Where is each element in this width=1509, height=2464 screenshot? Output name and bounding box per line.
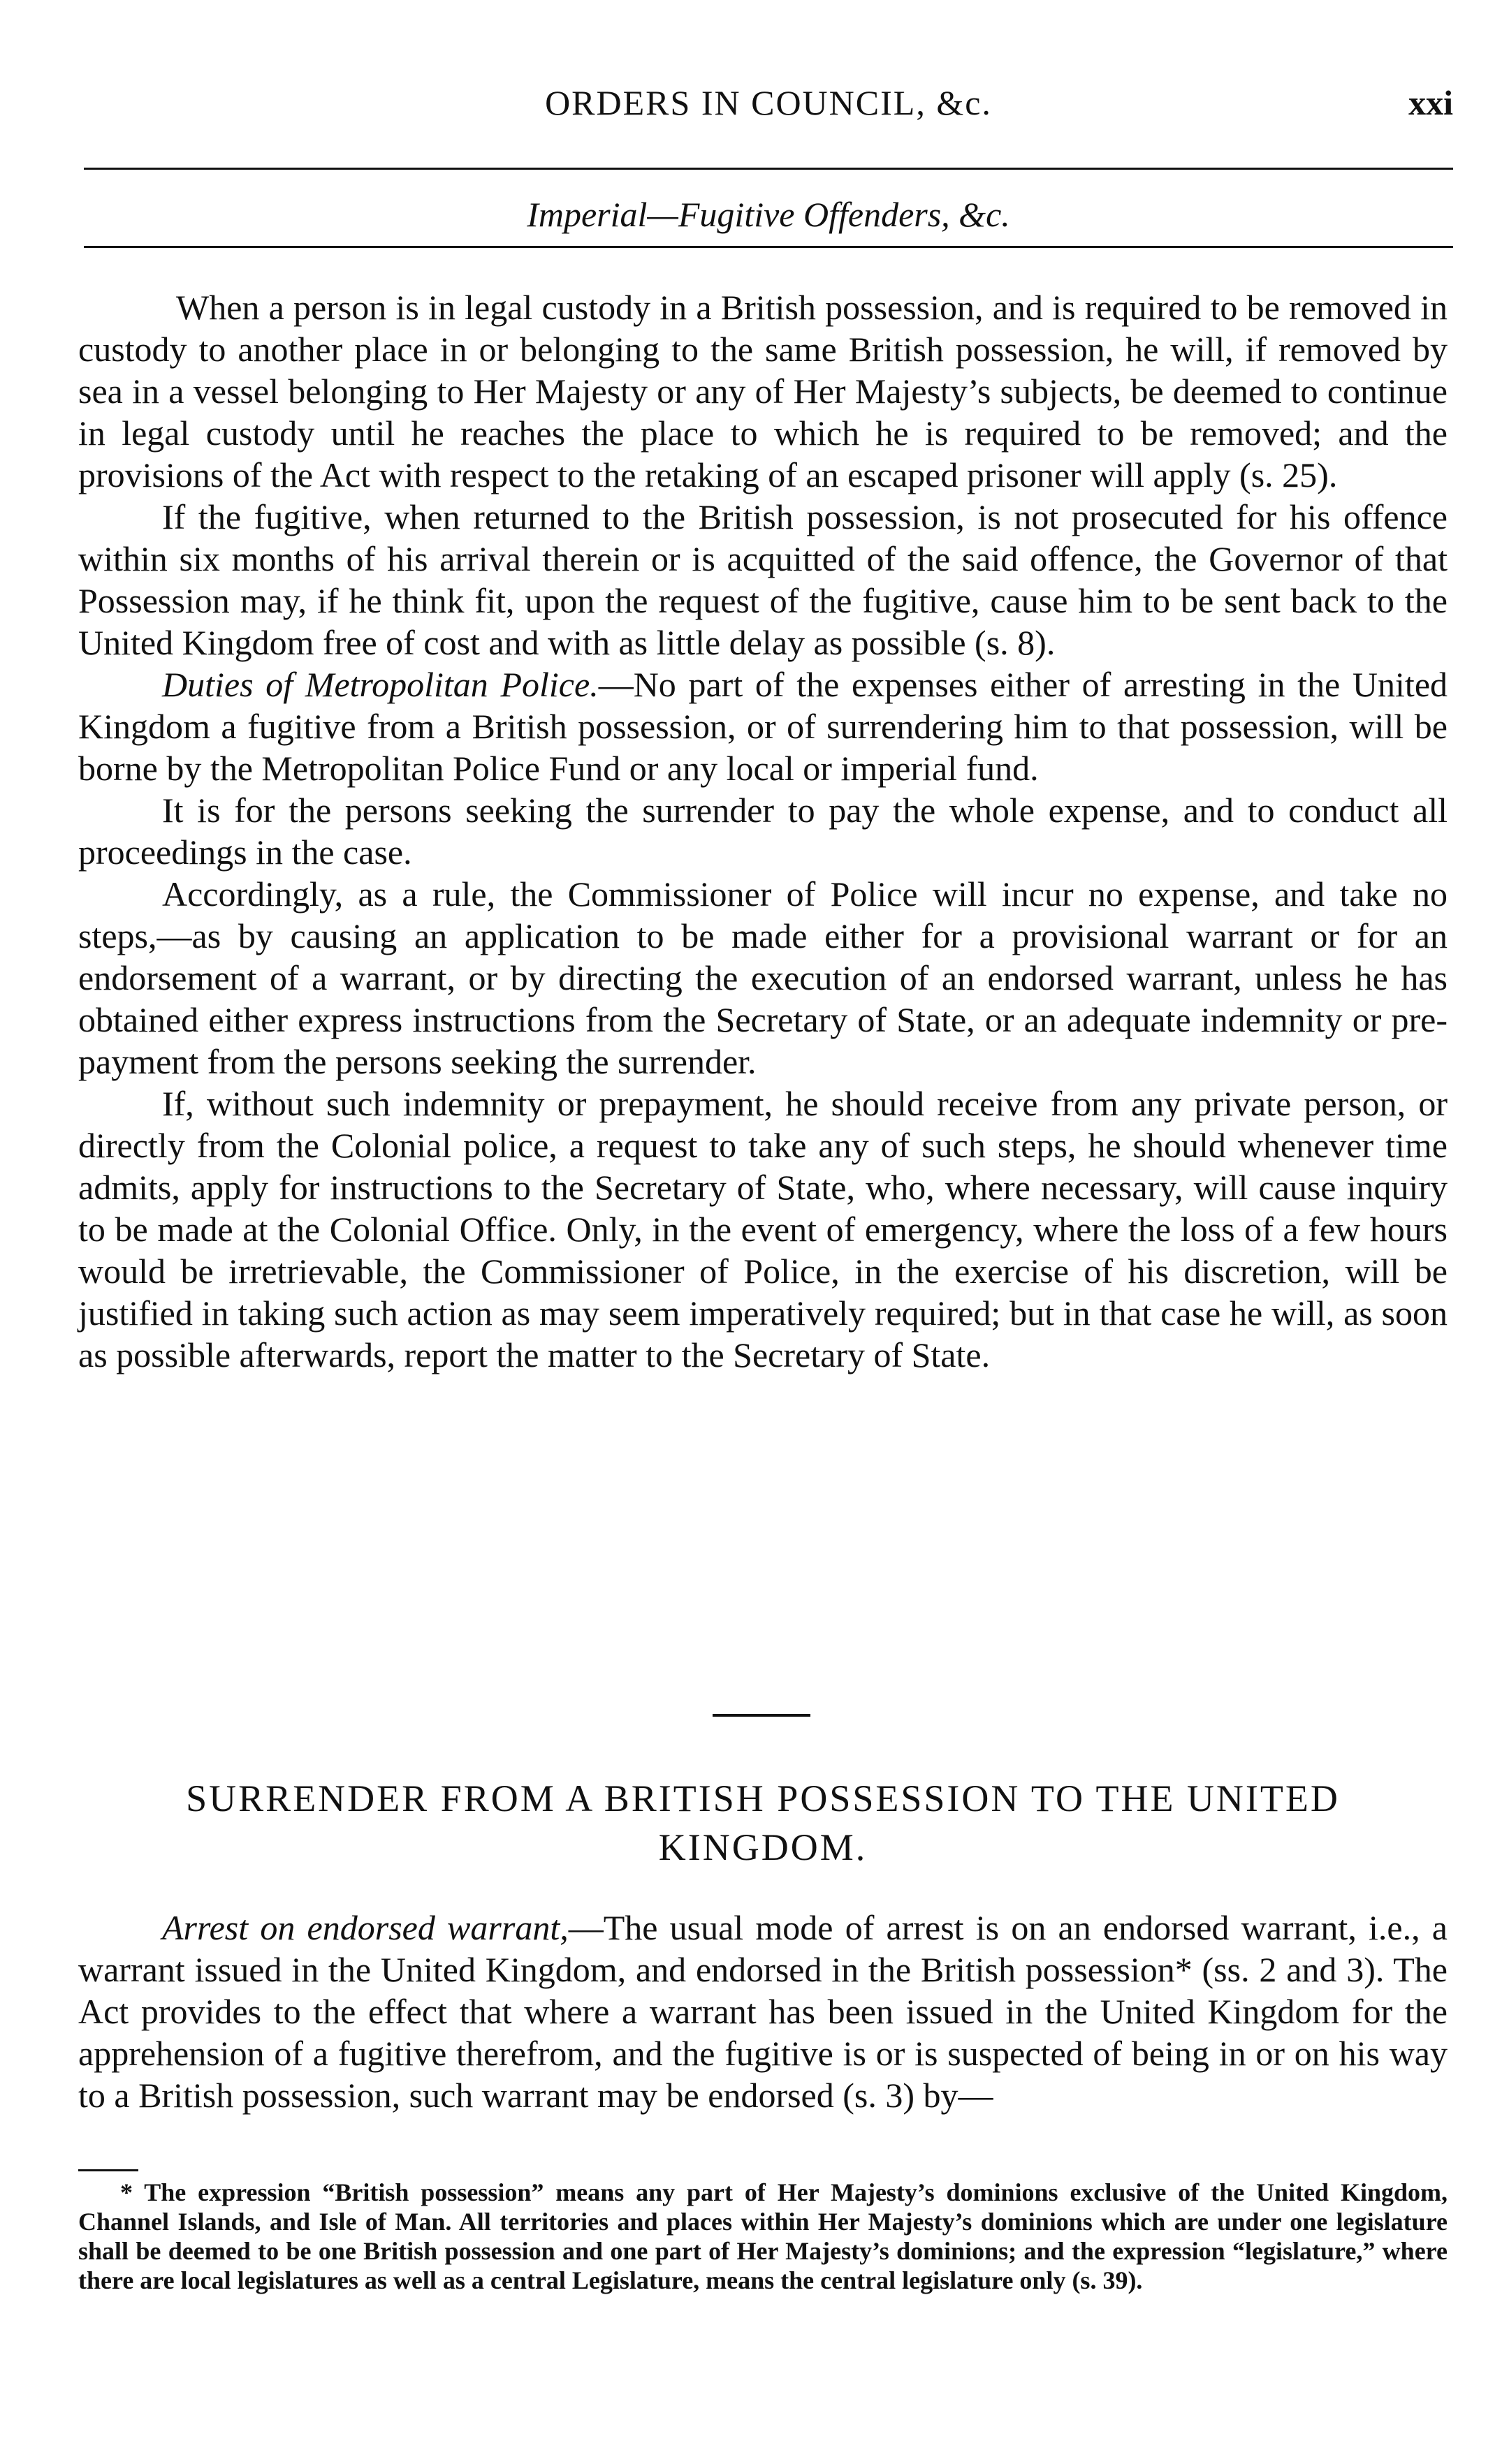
section-title: SURRENDER FROM A BRITISH POSSESSION TO THE UNITED KINGDOM. [186, 1777, 1340, 1868]
paragraph-text: —The usual mode of arrest is on an endorsed warrant, i.e., a warrant issued in the United Kingdom, and endorsed in the British possession* (ss. 2 and 3). The Act provides to the effect that where a warrant has been issued in the United Kingdom for the apprehension of a fugitive therefrom, and the fugitive is or is suspected of being in or on his way to a British possession, such warrant may be endorsed (s. 3) by— [78, 1908, 1448, 2115]
paragraph-custody: When a person is in legal custody in a British possession, and is required to be removed in custody to another place in or belonging to the same British possession, he will, if removed by sea in a vessel belonging to Her Majesty or any of Her Majesty’s subjects, be deemed to continue in legal custody until he reaches the place to which he is required to be removed; and the provisions of the Act with respect to the retaking of an escaped prisoner will apply (s. 25). [78, 288, 1448, 494]
header-rule-bottom [84, 246, 1453, 248]
paragraph-commissioner: Accordingly, as a rule, the Commissioner of Police will incur no expense, and take no steps,—as by causing an application to be made either for a provisional warrant or for an endorsement of a warrant, or by directing the execution of an endorsed warrant, unless he has obtained either express instructions from the Secretary of State, or an adequate indemnity or pre-payment from the persons seeking the surrender. [78, 874, 1448, 1081]
section-subtitle: Imperial—Fugitive Offenders, &c. [527, 195, 1010, 234]
running-header [84, 82, 1453, 138]
runin-heading: Duties of Metropolitan Police. [162, 665, 599, 704]
paragraph-text: —No part of the expenses either of arresting in the United Kingdom a fugitive from a British possession, or of surrendering him to that possession, will be borne by the Metropolitan Police Fund or any local or imperial fund. [78, 665, 1448, 788]
section-divider [713, 1714, 810, 1717]
footnote [78, 2178, 1448, 2295]
footnote-text: * The expression “British possession” means any part of Her Majesty’s dominions exclusive of the United Kingdom, Channel Islands, and Isle of Man. All territories and places within Her Majesty’s dominions which are under one legislature shall be deemed to be one British possession and one part of Her Majesty’s dominions; and the expression “legislature,” where there are local legislatures as well as a central Legislature, means the central legislature only (s. 39). [78, 2178, 1448, 2294]
paragraph-police-duties [78, 663, 1448, 789]
paragraph-expense: It is for the persons seeking the surrender to pay the whole expense, and to conduct all proceedings in the case. [78, 791, 1448, 872]
footnote-rule [78, 2169, 138, 2171]
page-number: xxi [1408, 83, 1453, 122]
header-rule-top [84, 168, 1453, 170]
main-body [78, 286, 1448, 1376]
paragraph-arrest [78, 1907, 1448, 2116]
runin-heading: Arrest on endorsed warrant, [162, 1908, 569, 1947]
section-body [78, 1907, 1448, 2116]
paragraph-return: If the fugitive, when returned to the British possession, is not prosecuted for his offence within six months of his arrival therein or is acquitted of the said offence, the Governor of that Possession may, if he think fit, upon the request of the fugitive, cause him to be sent back to the United Kingdom free of cost and with as little delay as possible (s. 8). [78, 497, 1448, 662]
paragraph-emergency: If, without such indemnity or prepayment, he should receive from any private person, or directly from the Colonial police, a request to take any of such steps, he should whenever time admits, apply for instructions to the Secretary of State, who, where necessary, will cause inquiry to be made at the Colonial Office. Only, in the event of emergency, where the loss of a few hours would be irretrievable, the Commissioner of Police, in the exercise of his discretion, will be justified in taking such action as may seem imperatively required; but in that case he will, as soon as possible afterwards, report the matter to the Secretary of State. [78, 1084, 1448, 1374]
running-title: ORDERS IN COUNCIL, &c. [545, 83, 992, 122]
